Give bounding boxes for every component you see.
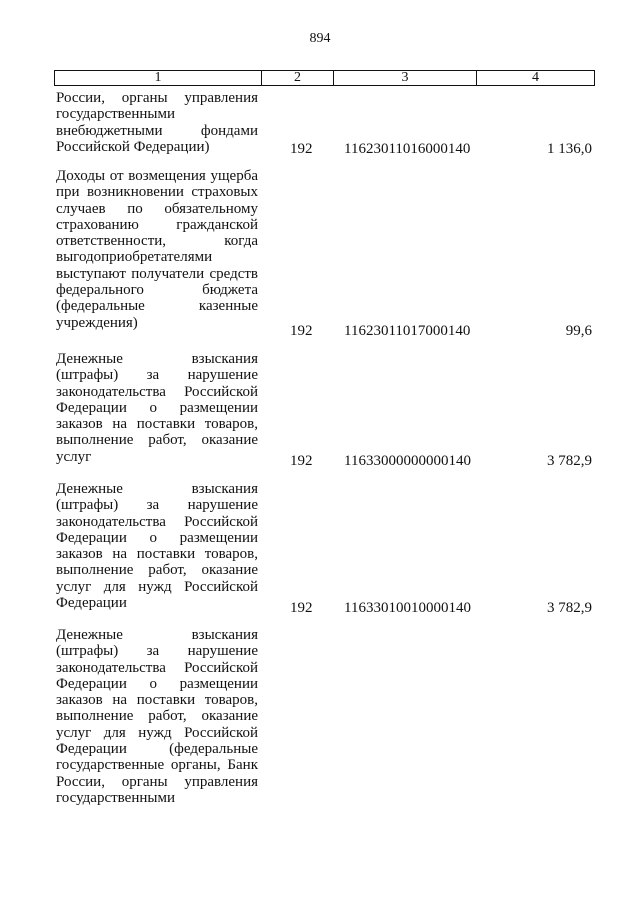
row-amount: 3 782,9 (547, 453, 592, 469)
column-header-3: 3 (334, 71, 477, 85)
row-kbk: 11633000000000140 (344, 453, 471, 469)
row-amount: 99,6 (565, 323, 592, 339)
column-header-2: 2 (262, 71, 334, 85)
row-amount: 3 782,9 (547, 600, 592, 616)
row-code: 192 (290, 141, 313, 157)
row-code: 192 (290, 323, 313, 339)
row-description: Доходы от возмещения ущерба при возникновении страховых случаев по обязательному страхованию гражданской ответственности, когда выгодоприобретателями выступают получатели средств федерального бюджета (федеральные казенные учреждения) (56, 168, 258, 331)
row-description: России, органы управления государственными внебюджетными фондами Российской Федерации) (56, 90, 258, 155)
row-description: Денежные взыскания (штрафы) за нарушение законодательства Российской Федерации о размещении заказов на поставки товаров, выполнение работ, оказание услуг для нужд Российской Федерации (федеральные государственные органы, Банк России, органы управления государственными (56, 627, 258, 806)
column-header-1: 1 (55, 71, 262, 85)
row-code: 192 (290, 600, 313, 616)
row-code: 192 (290, 453, 313, 469)
row-description: Денежные взыскания (штрафы) за нарушение законодательства Российской Федерации о размещении заказов на поставки товаров, выполнение работ, оказание услуг (56, 351, 258, 465)
column-header-4: 4 (532, 70, 539, 85)
table-header (54, 70, 595, 86)
row-amount: 1 136,0 (547, 141, 592, 157)
row-kbk: 11623011017000140 (344, 323, 471, 339)
row-kbk: 11633010010000140 (344, 600, 471, 616)
page-number: 894 (309, 31, 331, 46)
row-kbk: 11623011016000140 (344, 141, 471, 157)
row-description: Денежные взыскания (штрафы) за нарушение законодательства Российской Федерации о размещении заказов на поставки товаров, выполнение работ, оказание услуг для нужд Российской Федерации (56, 481, 258, 612)
